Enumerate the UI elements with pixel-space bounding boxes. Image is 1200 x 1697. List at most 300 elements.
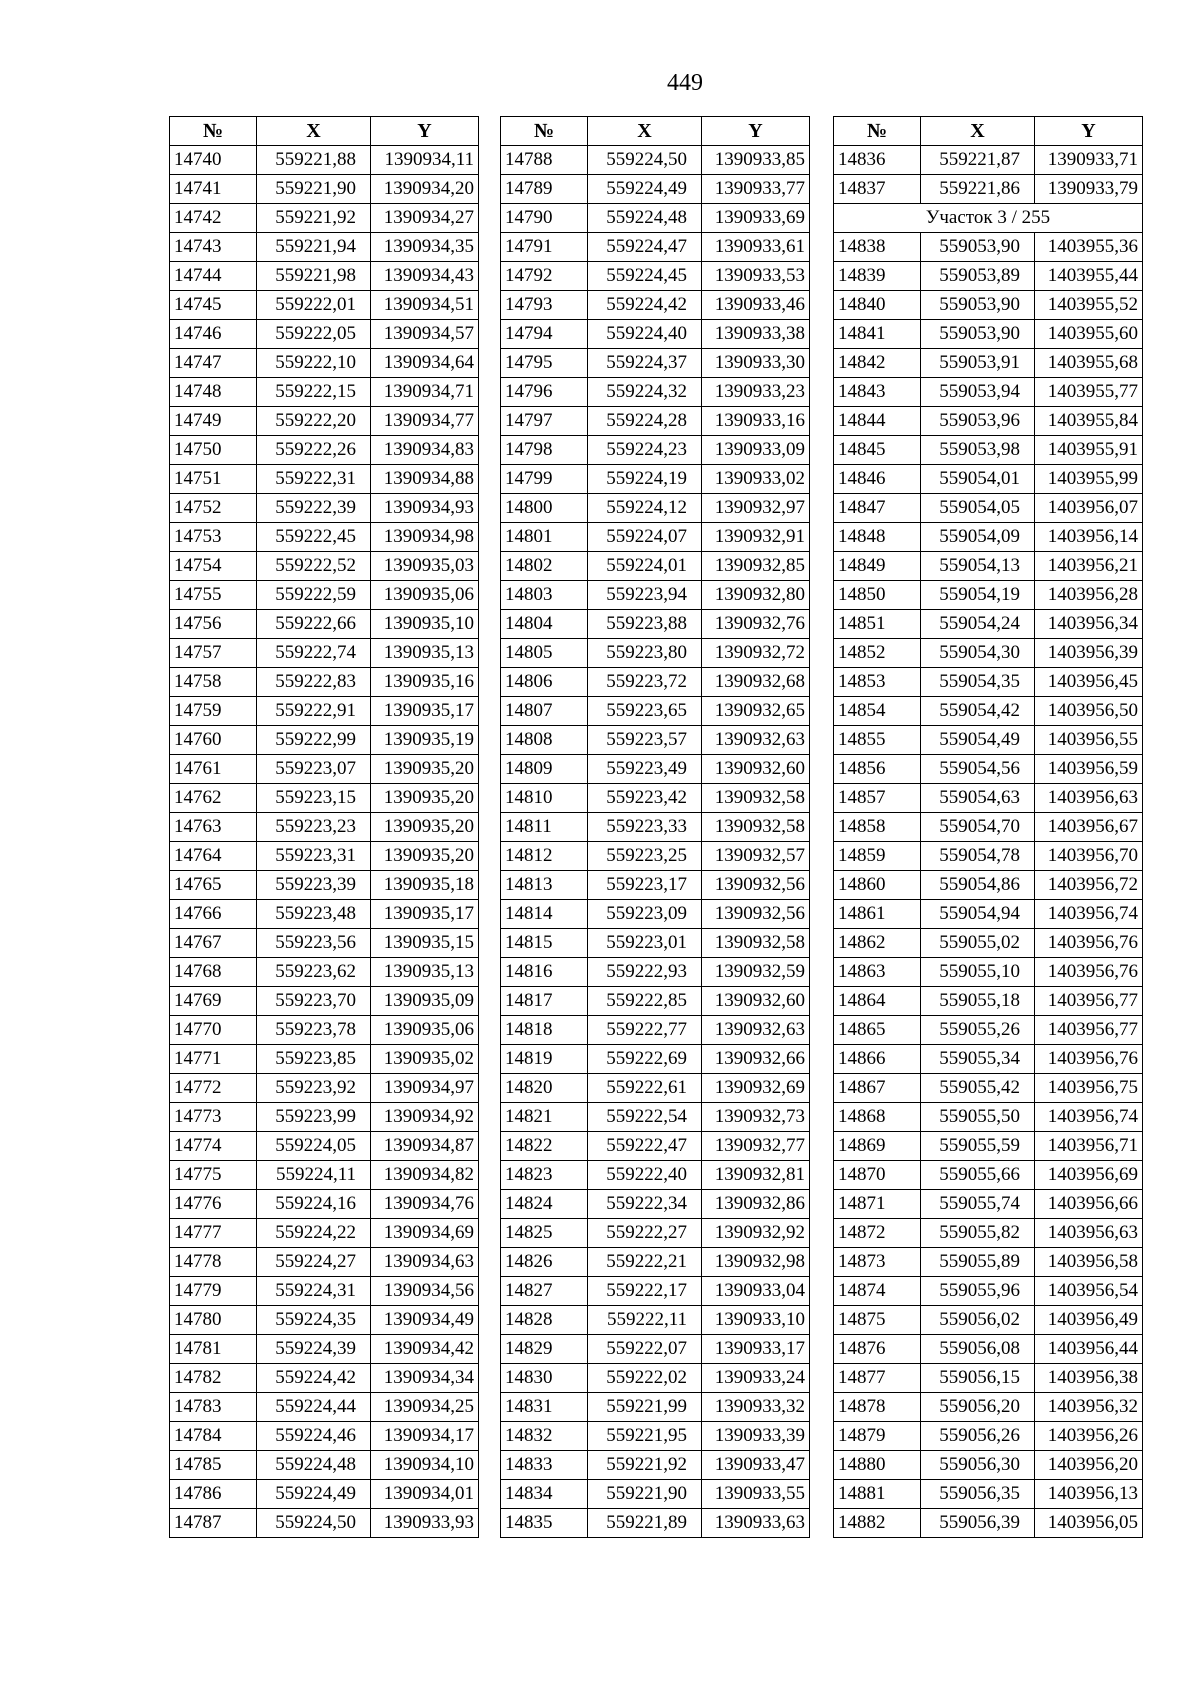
point-number: 14788 [501, 146, 588, 175]
x-coordinate: 559053,98 [921, 436, 1035, 465]
x-coordinate: 559055,26 [921, 1016, 1035, 1045]
table-row [170, 494, 479, 523]
point-number: 14792 [501, 262, 588, 291]
y-coordinate: 1390934,93 [371, 494, 479, 523]
table-row [834, 784, 1143, 813]
point-number: 14816 [501, 958, 588, 987]
point-number: 14810 [501, 784, 588, 813]
table-row [170, 1190, 479, 1219]
header-num: № [170, 117, 257, 146]
table-row [834, 900, 1143, 929]
point-number: 14823 [501, 1161, 588, 1190]
point-number: 14762 [170, 784, 257, 813]
table-row [170, 175, 479, 204]
x-coordinate: 559224,48 [257, 1451, 371, 1480]
table-row [170, 1248, 479, 1277]
header-x: X [257, 117, 371, 146]
table-row [834, 1393, 1143, 1422]
y-coordinate: 1403956,76 [1035, 958, 1143, 987]
point-number: 14811 [501, 813, 588, 842]
point-number: 14777 [170, 1219, 257, 1248]
point-number: 14809 [501, 755, 588, 784]
table-row [501, 233, 810, 262]
point-number: 14838 [834, 233, 921, 262]
x-coordinate: 559222,61 [588, 1074, 702, 1103]
y-coordinate: 1403956,58 [1035, 1248, 1143, 1277]
point-number: 14839 [834, 262, 921, 291]
y-coordinate: 1403956,71 [1035, 1132, 1143, 1161]
point-number: 14759 [170, 697, 257, 726]
point-number: 14804 [501, 610, 588, 639]
table-row [834, 871, 1143, 900]
table-row [501, 204, 810, 233]
x-coordinate: 559224,39 [257, 1335, 371, 1364]
x-coordinate: 559055,74 [921, 1190, 1035, 1219]
point-number: 14858 [834, 813, 921, 842]
x-coordinate: 559222,27 [588, 1219, 702, 1248]
y-coordinate: 1403956,69 [1035, 1161, 1143, 1190]
point-number: 14775 [170, 1161, 257, 1190]
x-coordinate: 559224,44 [257, 1393, 371, 1422]
y-coordinate: 1403955,91 [1035, 436, 1143, 465]
point-number: 14751 [170, 465, 257, 494]
y-coordinate: 1390932,65 [702, 697, 810, 726]
coordinates-table-2 [500, 116, 810, 1538]
point-number: 14767 [170, 929, 257, 958]
y-coordinate: 1390935,20 [371, 784, 479, 813]
point-number: 14786 [170, 1480, 257, 1509]
y-coordinate: 1390933,38 [702, 320, 810, 349]
table-row [170, 407, 479, 436]
table-row [834, 407, 1143, 436]
point-number: 14879 [834, 1422, 921, 1451]
y-coordinate: 1390935,02 [371, 1045, 479, 1074]
y-coordinate: 1390935,13 [371, 639, 479, 668]
x-coordinate: 559222,99 [257, 726, 371, 755]
point-number: 14870 [834, 1161, 921, 1190]
point-number: 14760 [170, 726, 257, 755]
table-row [834, 465, 1143, 494]
point-number: 14821 [501, 1103, 588, 1132]
x-coordinate: 559223,65 [588, 697, 702, 726]
y-coordinate: 1390933,24 [702, 1364, 810, 1393]
point-number: 14802 [501, 552, 588, 581]
y-coordinate: 1390932,92 [702, 1219, 810, 1248]
x-coordinate: 559223,78 [257, 1016, 371, 1045]
table-row [834, 1016, 1143, 1045]
x-coordinate: 559224,42 [257, 1364, 371, 1393]
x-coordinate: 559223,94 [588, 581, 702, 610]
header-row [834, 117, 1143, 146]
x-coordinate: 559055,50 [921, 1103, 1035, 1132]
y-coordinate: 1390935,17 [371, 900, 479, 929]
table-row [501, 958, 810, 987]
point-number: 14766 [170, 900, 257, 929]
x-coordinate: 559054,49 [921, 726, 1035, 755]
point-number: 14869 [834, 1132, 921, 1161]
x-coordinate: 559056,26 [921, 1422, 1035, 1451]
x-coordinate: 559224,42 [588, 291, 702, 320]
point-number: 14784 [170, 1422, 257, 1451]
y-coordinate: 1390933,55 [702, 1480, 810, 1509]
point-number: 14826 [501, 1248, 588, 1277]
x-coordinate: 559054,56 [921, 755, 1035, 784]
y-coordinate: 1390932,68 [702, 668, 810, 697]
x-coordinate: 559223,31 [257, 842, 371, 871]
table-row [501, 1103, 810, 1132]
y-coordinate: 1390934,35 [371, 233, 479, 262]
y-coordinate: 1390933,04 [702, 1277, 810, 1306]
y-coordinate: 1390933,10 [702, 1306, 810, 1335]
y-coordinate: 1390934,88 [371, 465, 479, 494]
point-number: 14866 [834, 1045, 921, 1074]
y-coordinate: 1403956,20 [1035, 1451, 1143, 1480]
header-row [170, 117, 479, 146]
y-coordinate: 1390934,01 [371, 1480, 479, 1509]
y-coordinate: 1390933,39 [702, 1422, 810, 1451]
table-row [501, 1509, 810, 1538]
x-coordinate: 559222,47 [588, 1132, 702, 1161]
x-coordinate: 559224,19 [588, 465, 702, 494]
point-number: 14873 [834, 1248, 921, 1277]
point-number: 14837 [834, 175, 921, 204]
point-number: 14812 [501, 842, 588, 871]
point-number: 14877 [834, 1364, 921, 1393]
x-coordinate: 559222,21 [588, 1248, 702, 1277]
point-number: 14860 [834, 871, 921, 900]
table-row [170, 900, 479, 929]
point-number: 14862 [834, 929, 921, 958]
coordinates-table-1 [169, 116, 479, 1538]
x-coordinate: 559222,85 [588, 987, 702, 1016]
point-number: 14743 [170, 233, 257, 262]
y-coordinate: 1403956,07 [1035, 494, 1143, 523]
y-coordinate: 1390932,56 [702, 900, 810, 929]
point-number: 14807 [501, 697, 588, 726]
point-number: 14863 [834, 958, 921, 987]
y-coordinate: 1390934,20 [371, 175, 479, 204]
table-row [170, 1016, 479, 1045]
x-coordinate: 559222,01 [257, 291, 371, 320]
x-coordinate: 559222,15 [257, 378, 371, 407]
x-coordinate: 559221,88 [257, 146, 371, 175]
x-coordinate: 559222,66 [257, 610, 371, 639]
table-row [834, 842, 1143, 871]
table-row [501, 1451, 810, 1480]
y-coordinate: 1390934,27 [371, 204, 479, 233]
table-row [170, 291, 479, 320]
x-coordinate: 559054,86 [921, 871, 1035, 900]
y-coordinate: 1390933,16 [702, 407, 810, 436]
y-coordinate: 1390935,10 [371, 610, 479, 639]
point-number: 14800 [501, 494, 588, 523]
table-row [834, 494, 1143, 523]
point-number: 14768 [170, 958, 257, 987]
point-number: 14831 [501, 1393, 588, 1422]
point-number: 14754 [170, 552, 257, 581]
point-number: 14819 [501, 1045, 588, 1074]
x-coordinate: 559224,01 [588, 552, 702, 581]
y-coordinate: 1403956,32 [1035, 1393, 1143, 1422]
point-number: 14789 [501, 175, 588, 204]
table-row [170, 1074, 479, 1103]
x-coordinate: 559223,80 [588, 639, 702, 668]
y-coordinate: 1390934,87 [371, 1132, 479, 1161]
point-number: 14785 [170, 1451, 257, 1480]
y-coordinate: 1403956,63 [1035, 1219, 1143, 1248]
x-coordinate: 559054,63 [921, 784, 1035, 813]
y-coordinate: 1390935,09 [371, 987, 479, 1016]
x-coordinate: 559054,01 [921, 465, 1035, 494]
table-row [170, 320, 479, 349]
x-coordinate: 559224,23 [588, 436, 702, 465]
y-coordinate: 1403955,36 [1035, 233, 1143, 262]
y-coordinate: 1390933,47 [702, 1451, 810, 1480]
point-number: 14841 [834, 320, 921, 349]
y-coordinate: 1403955,52 [1035, 291, 1143, 320]
table-row [501, 871, 810, 900]
table-row [501, 465, 810, 494]
table-row [170, 1335, 479, 1364]
y-coordinate: 1390935,15 [371, 929, 479, 958]
table-row [501, 1364, 810, 1393]
x-coordinate: 559054,94 [921, 900, 1035, 929]
y-coordinate: 1390933,17 [702, 1335, 810, 1364]
point-number: 14853 [834, 668, 921, 697]
point-number: 14772 [170, 1074, 257, 1103]
table-row [170, 378, 479, 407]
table-row [501, 262, 810, 291]
y-coordinate: 1390934,69 [371, 1219, 479, 1248]
x-coordinate: 559222,05 [257, 320, 371, 349]
point-number: 14857 [834, 784, 921, 813]
y-coordinate: 1403956,74 [1035, 900, 1143, 929]
table-row [170, 233, 479, 262]
point-number: 14825 [501, 1219, 588, 1248]
x-coordinate: 559221,99 [588, 1393, 702, 1422]
table-row [501, 1480, 810, 1509]
y-coordinate: 1390935,06 [371, 581, 479, 610]
y-coordinate: 1390934,77 [371, 407, 479, 436]
x-coordinate: 559222,52 [257, 552, 371, 581]
y-coordinate: 1390934,57 [371, 320, 479, 349]
x-coordinate: 559222,45 [257, 523, 371, 552]
y-coordinate: 1390932,86 [702, 1190, 810, 1219]
table-row [834, 291, 1143, 320]
point-number: 14867 [834, 1074, 921, 1103]
table-row [170, 958, 479, 987]
point-number: 14846 [834, 465, 921, 494]
x-coordinate: 559223,15 [257, 784, 371, 813]
y-coordinate: 1390935,03 [371, 552, 479, 581]
table-row [170, 262, 479, 291]
point-number: 14881 [834, 1480, 921, 1509]
table-row [170, 436, 479, 465]
y-coordinate: 1403956,14 [1035, 523, 1143, 552]
section-title: Участок 3 / 255 [834, 204, 1143, 233]
header-x: X [588, 117, 702, 146]
table-row [501, 1393, 810, 1422]
table-row [170, 1132, 479, 1161]
y-coordinate: 1390932,77 [702, 1132, 810, 1161]
table-row [834, 1335, 1143, 1364]
y-coordinate: 1390933,69 [702, 204, 810, 233]
table-row [834, 987, 1143, 1016]
table-row [501, 581, 810, 610]
y-coordinate: 1403956,66 [1035, 1190, 1143, 1219]
y-coordinate: 1390933,85 [702, 146, 810, 175]
point-number: 14874 [834, 1277, 921, 1306]
point-number: 14805 [501, 639, 588, 668]
x-coordinate: 559224,45 [588, 262, 702, 291]
table-row [834, 233, 1143, 262]
y-coordinate: 1403955,99 [1035, 465, 1143, 494]
table-row [501, 784, 810, 813]
table-row [501, 987, 810, 1016]
table-row [834, 1190, 1143, 1219]
x-coordinate: 559222,69 [588, 1045, 702, 1074]
y-coordinate: 1403956,05 [1035, 1509, 1143, 1538]
x-coordinate: 559222,31 [257, 465, 371, 494]
table-row [834, 1422, 1143, 1451]
table-row [834, 1451, 1143, 1480]
x-coordinate: 559221,90 [588, 1480, 702, 1509]
x-coordinate: 559224,47 [588, 233, 702, 262]
y-coordinate: 1403956,55 [1035, 726, 1143, 755]
x-coordinate: 559223,92 [257, 1074, 371, 1103]
point-number: 14753 [170, 523, 257, 552]
y-coordinate: 1390933,02 [702, 465, 810, 494]
table-row [170, 1161, 479, 1190]
y-coordinate: 1403956,28 [1035, 581, 1143, 610]
point-number: 14818 [501, 1016, 588, 1045]
y-coordinate: 1403956,75 [1035, 1074, 1143, 1103]
x-coordinate: 559222,17 [588, 1277, 702, 1306]
point-number: 14757 [170, 639, 257, 668]
point-number: 14813 [501, 871, 588, 900]
x-coordinate: 559222,10 [257, 349, 371, 378]
point-number: 14840 [834, 291, 921, 320]
table-row [170, 465, 479, 494]
y-coordinate: 1403956,50 [1035, 697, 1143, 726]
point-number: 14787 [170, 1509, 257, 1538]
table-row [834, 378, 1143, 407]
point-number: 14803 [501, 581, 588, 610]
table-row [834, 1248, 1143, 1277]
x-coordinate: 559053,90 [921, 291, 1035, 320]
y-coordinate: 1390932,59 [702, 958, 810, 987]
x-coordinate: 559054,30 [921, 639, 1035, 668]
x-coordinate: 559054,42 [921, 697, 1035, 726]
table-row [501, 494, 810, 523]
point-number: 14791 [501, 233, 588, 262]
x-coordinate: 559224,49 [257, 1480, 371, 1509]
point-number: 14852 [834, 639, 921, 668]
point-number: 14847 [834, 494, 921, 523]
point-number: 14876 [834, 1335, 921, 1364]
table-row [501, 1132, 810, 1161]
table-row [834, 1219, 1143, 1248]
point-number: 14878 [834, 1393, 921, 1422]
x-coordinate: 559222,39 [257, 494, 371, 523]
x-coordinate: 559056,30 [921, 1451, 1035, 1480]
x-coordinate: 559222,07 [588, 1335, 702, 1364]
y-coordinate: 1390932,57 [702, 842, 810, 871]
point-number: 14795 [501, 349, 588, 378]
x-coordinate: 559055,42 [921, 1074, 1035, 1103]
x-coordinate: 559223,88 [588, 610, 702, 639]
x-coordinate: 559222,26 [257, 436, 371, 465]
point-number: 14849 [834, 552, 921, 581]
y-coordinate: 1390932,72 [702, 639, 810, 668]
point-number: 14770 [170, 1016, 257, 1045]
x-coordinate: 559221,95 [588, 1422, 702, 1451]
table-row [834, 349, 1143, 378]
point-number: 14875 [834, 1306, 921, 1335]
table-row [834, 668, 1143, 697]
x-coordinate: 559053,91 [921, 349, 1035, 378]
y-coordinate: 1390933,63 [702, 1509, 810, 1538]
y-coordinate: 1403956,44 [1035, 1335, 1143, 1364]
y-coordinate: 1390932,63 [702, 726, 810, 755]
table-row [170, 1219, 479, 1248]
x-coordinate: 559221,98 [257, 262, 371, 291]
x-coordinate: 559055,96 [921, 1277, 1035, 1306]
point-number: 14796 [501, 378, 588, 407]
y-coordinate: 1403956,13 [1035, 1480, 1143, 1509]
table-row [834, 436, 1143, 465]
x-coordinate: 559221,92 [257, 204, 371, 233]
y-coordinate: 1403955,60 [1035, 320, 1143, 349]
point-number: 14765 [170, 871, 257, 900]
y-coordinate: 1403956,76 [1035, 1045, 1143, 1074]
table-row [501, 1277, 810, 1306]
table-row [501, 929, 810, 958]
table-row [501, 407, 810, 436]
table-row [501, 697, 810, 726]
table-row [501, 1161, 810, 1190]
y-coordinate: 1390934,71 [371, 378, 479, 407]
y-coordinate: 1390932,66 [702, 1045, 810, 1074]
y-coordinate: 1390934,49 [371, 1306, 479, 1335]
coordinates-table-3 [833, 116, 1143, 1538]
x-coordinate: 559224,11 [257, 1161, 371, 1190]
x-coordinate: 559223,57 [588, 726, 702, 755]
y-coordinate: 1390935,13 [371, 958, 479, 987]
y-coordinate: 1390932,97 [702, 494, 810, 523]
x-coordinate: 559223,72 [588, 668, 702, 697]
x-coordinate: 559223,33 [588, 813, 702, 842]
point-number: 14868 [834, 1103, 921, 1132]
y-coordinate: 1390934,64 [371, 349, 479, 378]
x-coordinate: 559221,89 [588, 1509, 702, 1538]
table-row [170, 755, 479, 784]
table-row [501, 1248, 810, 1277]
header-x: X [921, 117, 1035, 146]
y-coordinate: 1390933,53 [702, 262, 810, 291]
y-coordinate: 1390934,56 [371, 1277, 479, 1306]
point-number: 14824 [501, 1190, 588, 1219]
table-row [501, 436, 810, 465]
x-coordinate: 559222,02 [588, 1364, 702, 1393]
point-number: 14851 [834, 610, 921, 639]
y-coordinate: 1390934,92 [371, 1103, 479, 1132]
x-coordinate: 559224,49 [588, 175, 702, 204]
point-number: 14820 [501, 1074, 588, 1103]
point-number: 14830 [501, 1364, 588, 1393]
table-row [834, 1132, 1143, 1161]
y-coordinate: 1390932,56 [702, 871, 810, 900]
